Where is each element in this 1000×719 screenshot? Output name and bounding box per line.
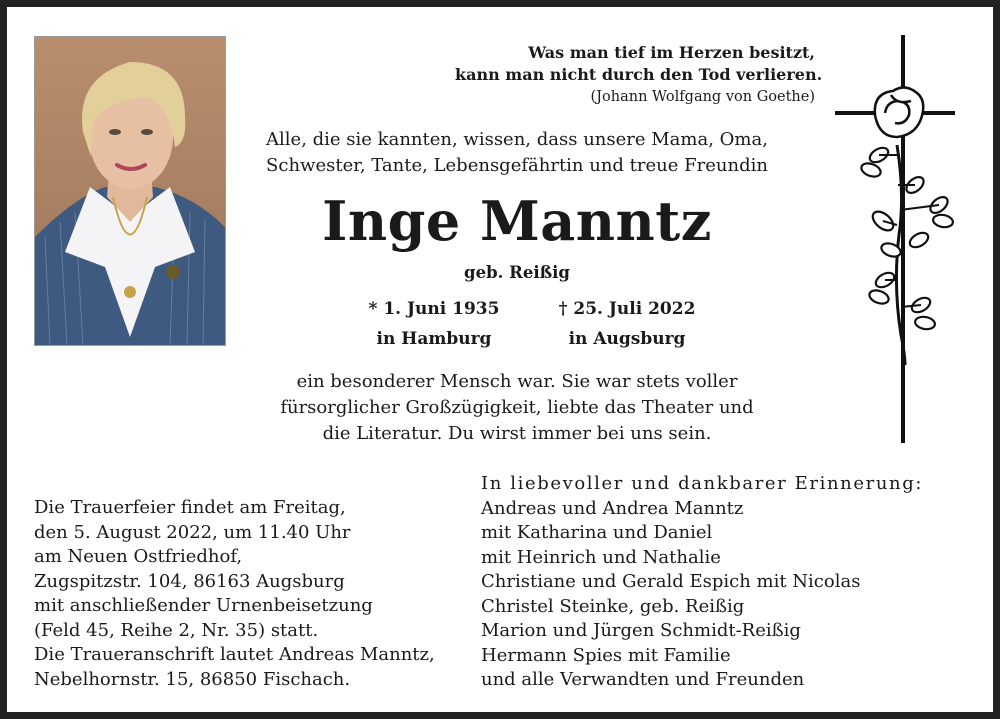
funeral-line: den 5. August 2022, um 11.40 Uhr	[34, 521, 351, 543]
mourner-line: Hermann Spies mit Familie	[481, 644, 731, 666]
funeral-line: Zugspitzstr. 104, 86163 Augsburg	[34, 570, 345, 592]
funeral-line: Nebelhornstr. 15, 86850 Fischach.	[34, 668, 351, 690]
tribute-text	[237, 369, 797, 447]
mourners-list	[481, 472, 923, 693]
funeral-line: Die Traueranschrift lautet Andreas Manntz,	[34, 644, 435, 665]
funeral-line: mit anschließender Urnenbeisetzung	[34, 595, 373, 616]
tribute-line: fürsorglicher Großzügigkeit, liebte das Theater und	[280, 397, 754, 418]
funeral-line: Die Trauerfeier findet am Freitag,	[34, 497, 346, 518]
goethe-quote	[455, 42, 823, 108]
obituary-notice	[7, 7, 993, 712]
cross-with-rose-icon	[835, 35, 959, 445]
tribute-line: die Literatur. Du wirst immer bei uns sein.	[322, 423, 712, 444]
death-info	[547, 294, 707, 354]
birth-info	[359, 294, 509, 354]
mourner-line: mit Katharina und Daniel	[481, 522, 713, 543]
quote-line-2: kann man nicht durch den Tod verlieren.	[455, 65, 823, 84]
birth-date: * 1. Juni 1935	[368, 299, 500, 319]
intro-line: Schwester, Tante, Lebensgefährtin und treue Freundin	[266, 155, 768, 176]
quote-source: (Johann Wolfgang von Goethe)	[590, 89, 815, 105]
portrait-photo	[34, 36, 226, 346]
intro-line: Alle, die sie kannten, wissen, dass unsere Mama, Oma,	[266, 129, 768, 150]
mourner-line: mit Heinrich und Nathalie	[481, 546, 721, 568]
death-date: † 25. Juli 2022	[558, 299, 696, 319]
funeral-line: (Feld 45, Reihe 2, Nr. 35) statt.	[34, 619, 319, 641]
mourner-line: Marion und Jürgen Schmidt-Reißig	[481, 620, 801, 641]
mourner-line: Andreas und Andrea Manntz	[481, 497, 744, 519]
funeral-line: am Neuen Ostfriedhof,	[34, 546, 243, 567]
mourners-heading: In liebevoller und dankbarer Erinnerung:	[481, 473, 923, 494]
mourner-line: Christiane und Gerald Espich mit Nicolas	[481, 571, 861, 592]
tribute-line: ein besonderer Mensch war. Sie war stets voller	[296, 371, 738, 392]
mourner-line: Christel Steinke, geb. Reißig	[481, 595, 745, 617]
funeral-details	[34, 496, 435, 692]
birth-place: in Hamburg	[376, 329, 492, 349]
intro-text	[237, 127, 797, 179]
quote-line-1: Was man tief im Herzen besitzt,	[528, 43, 815, 62]
birth-name: geb. Reißig	[464, 263, 570, 282]
mourner-line: und alle Verwandten und Freunden	[481, 669, 805, 690]
death-place: in Augsburg	[568, 329, 686, 349]
deceased-name: Inge Manntz	[322, 189, 712, 253]
